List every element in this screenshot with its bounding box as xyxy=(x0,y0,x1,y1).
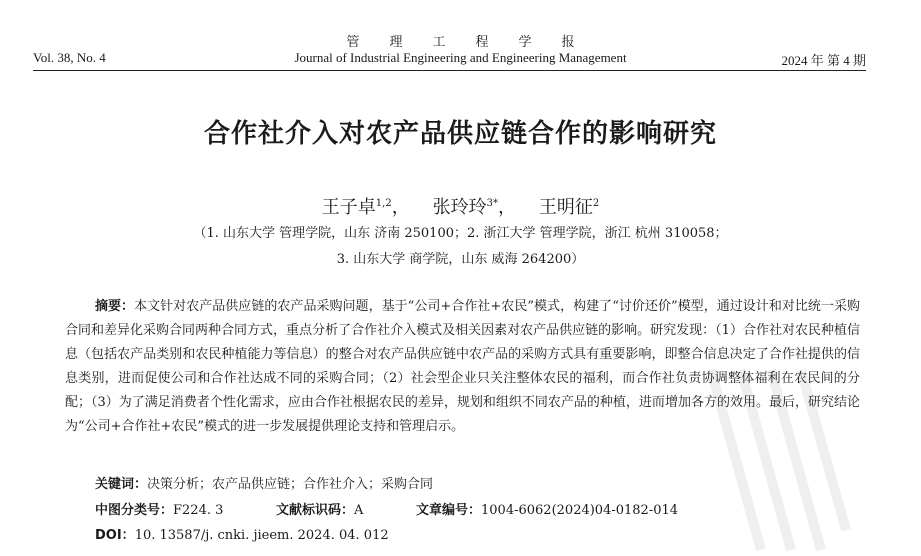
author-name: 张玲玲 xyxy=(432,197,487,218)
header-rule xyxy=(33,70,866,71)
document-code xyxy=(276,499,363,518)
doc-code-label: 文献标识码： xyxy=(276,503,355,518)
watermark-graphic xyxy=(701,360,851,556)
article-number xyxy=(416,499,678,518)
abstract-label: 摘要： xyxy=(95,299,135,314)
affiliation-line-2: 3. 山东大学 商学院，山东 威海 264200） xyxy=(336,252,585,267)
author-affil: 3* xyxy=(486,198,498,209)
author-list xyxy=(0,193,921,219)
author-affil: 2 xyxy=(592,198,600,209)
author-name: 王子卓 xyxy=(321,197,376,218)
doi-value: 10. 13587/j. cnki. jieem. 2024. 04. 012 xyxy=(134,528,389,543)
doi-label: DOI： xyxy=(95,528,135,543)
author-name: 王明征 xyxy=(538,197,593,218)
keywords-label: 关键词： xyxy=(95,477,148,492)
volume-issue: Vol. 38, No. 4 xyxy=(33,50,106,65)
keywords-text: 决策分析；农产品供应链；合作社介入；采购合同 xyxy=(147,477,434,492)
clc-label: 中图分类号： xyxy=(95,503,174,518)
affiliation-line-1: （1. 山东大学 管理学院，山东 济南 250100；2. 浙江大学 管理学院，浙江 杭州 310058； xyxy=(193,226,728,241)
keywords xyxy=(95,473,433,492)
author-sep: ， xyxy=(391,197,410,218)
clc-value: F224. 3 xyxy=(173,503,224,518)
author-affil: 1,2 xyxy=(375,198,392,209)
paper-title: 合作社介入对农产品供应链合作的影响研究 xyxy=(203,119,717,149)
journal-name-cn: 管理工程学报 xyxy=(346,35,605,50)
year-issue: 2024 年 第 4 期 xyxy=(781,53,866,68)
author-sep: ， xyxy=(497,197,516,218)
article-number-label: 文章编号： xyxy=(416,503,482,518)
clc-number xyxy=(95,499,223,518)
journal-name-en: Journal of Industrial Engineering and Engineering Management xyxy=(294,50,627,65)
article-number-value: 1004-6062(2024)04-0182-014 xyxy=(481,503,679,518)
doc-code-value: A xyxy=(354,503,364,518)
doi xyxy=(95,524,389,543)
abstract-text: 本文针对农产品供应链的农产品采购问题，基于“公司+合作社+农民”模式，构建了“讨价还价”模型，通过设计和对比统一采购合同和差异化采购合同两种合同方式，重点分析了合作社介入模式及相关因素对农产品供应链的影响。研究发现：（1）合作社对农民种植信息（包括农产品类别和农民种植能力等信息）的整合对农产品供应链中农产品的采购方式具有重要影响，即整合信息决定了合作社提供的信息类别，进而促使公司和合作社达成不同的采购合同；（2）社会型企业只关注整体农民的福利，而合作社负责协调整体福利在农民间的分配；（3）为了满足消费者个性化需求，应由合作社根据农民的差异，规划和组织不同农产品的种植，进而增加各方的效用。最后，研究结论为“公司+合作社+农民”模式的进一步发展提供理论支持和管理启示。 xyxy=(65,299,860,434)
